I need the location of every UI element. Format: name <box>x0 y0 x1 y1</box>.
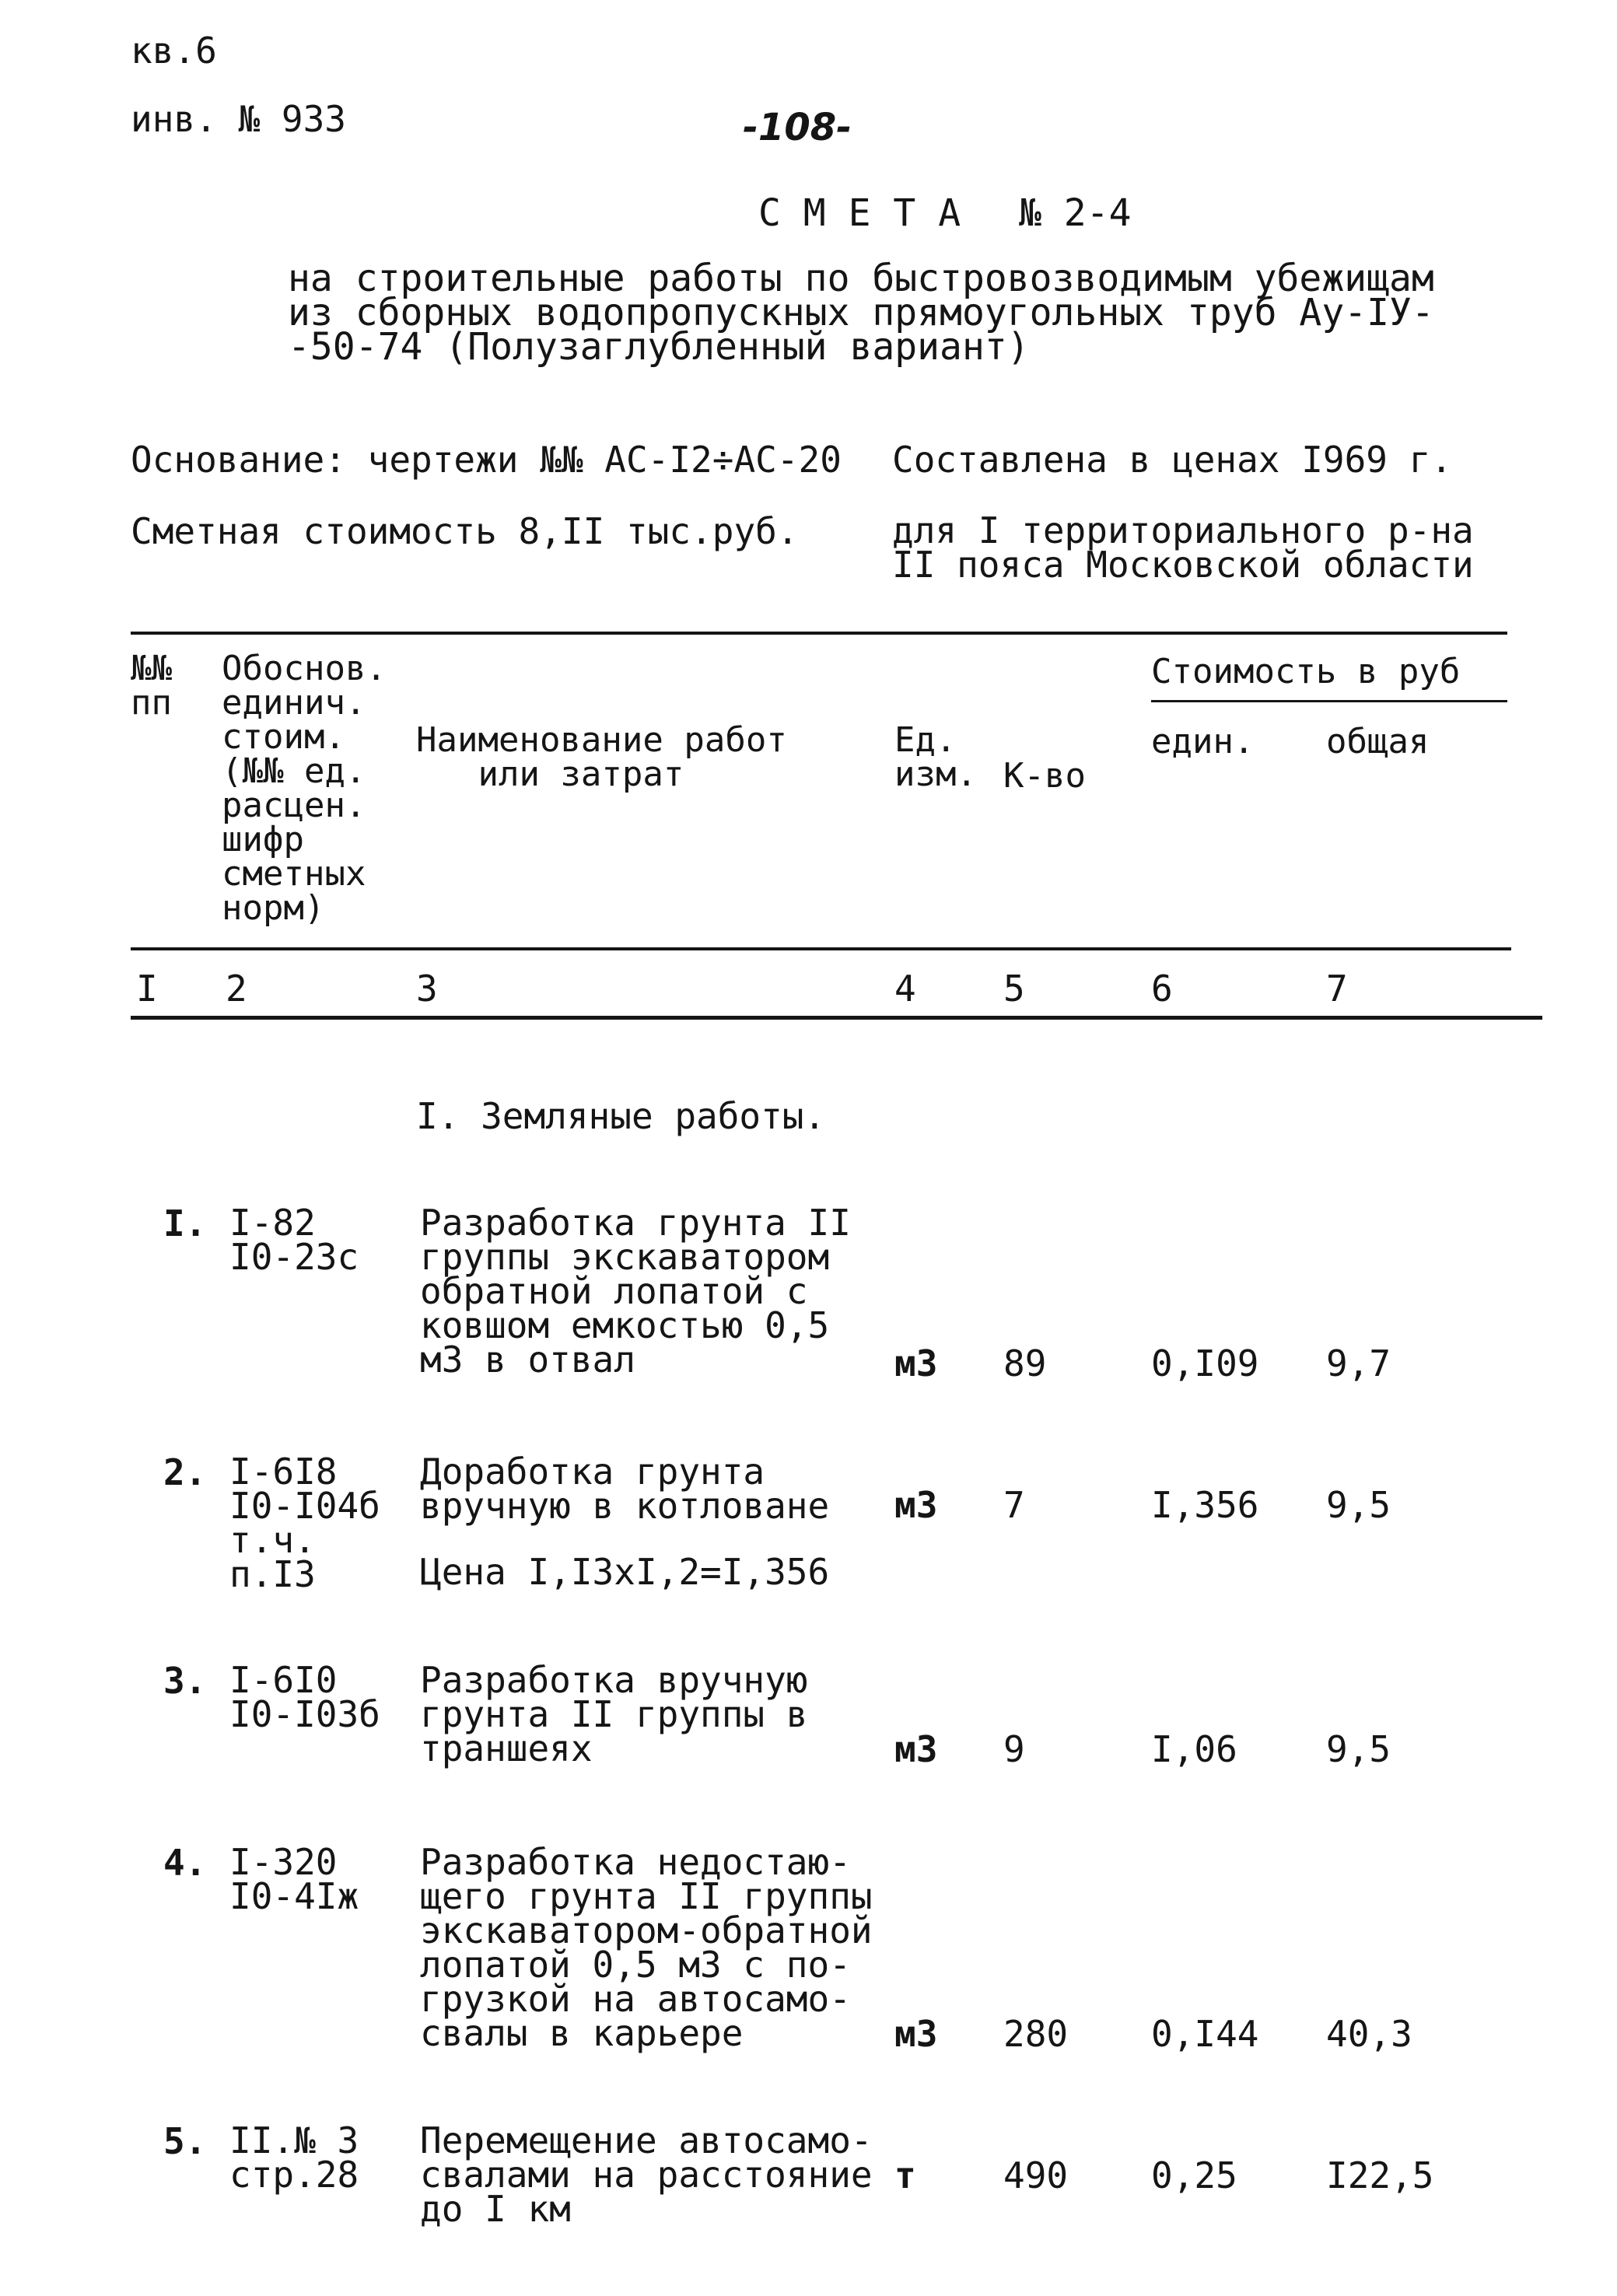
row-work-name: Перемещение автосамо- свалами на расстояние до I км <box>420 2119 873 2230</box>
estimated-cost-line: Сметная стоимость 8,II тыс.руб. <box>131 510 799 552</box>
section-title: I. Земляные работы. <box>416 1095 826 1137</box>
row-work-name: Доработка грунта вручную в котловане <box>420 1451 830 1527</box>
row-quantity: 89 <box>1003 1342 1047 1384</box>
header-total-cost: общая <box>1326 722 1430 761</box>
row-total: 9,7 <box>1326 1342 1391 1384</box>
header-basis: Обоснов. единич. стоим. (№№ ед. расцен. шифр сметных норм) <box>222 649 387 928</box>
row-unit: м3 <box>894 1342 938 1384</box>
row-number: 3. <box>163 1660 207 1702</box>
inventory-label <box>131 98 346 140</box>
row-total: 40,3 <box>1326 2013 1412 2055</box>
row-basis: I-320 I0-4Iж <box>229 1841 359 1917</box>
row-total: I22,5 <box>1326 2154 1434 2196</box>
inventory-number: 933 <box>281 98 346 140</box>
column-number: 6 <box>1151 968 1173 1010</box>
volume-label: кв.6 <box>131 30 217 72</box>
row-unit-cost: I,356 <box>1151 1484 1259 1526</box>
inventory-prefix: инв. № <box>131 98 261 140</box>
header-row-number: №№ пп <box>131 649 172 723</box>
column-number: 5 <box>1003 968 1025 1010</box>
column-number: 7 <box>1326 968 1348 1010</box>
estimate-number: № 2-4 <box>1019 191 1132 235</box>
row-basis: I-6I0 I0-I03б <box>229 1659 380 1735</box>
column-numbers-rule <box>131 1016 1542 1020</box>
column-number: 2 <box>226 968 247 1010</box>
column-number: 4 <box>894 968 916 1010</box>
region-line: для I территориального р-на II пояса Московской области <box>892 509 1474 586</box>
row-work-name: Разработка вручную грунта II группы в траншеях <box>420 1659 808 1769</box>
header-quantity: К-во <box>1003 756 1086 796</box>
row-number: 4. <box>163 1842 207 1884</box>
document-title: С М Е Т А <box>758 191 961 235</box>
row-number: 5. <box>163 2120 207 2162</box>
row-work-name: Разработка грунта II группы экскаватором обратной лопатой с ковшом емкостью 0,5 м3 в отвал <box>420 1202 851 1381</box>
cost-group-rule <box>1151 700 1507 702</box>
row-basis: I-6I8 I0-I04б т.ч. п.I3 <box>229 1451 380 1595</box>
row-unit: м3 <box>894 1484 938 1526</box>
row-unit: м3 <box>894 1728 938 1770</box>
row-quantity: 280 <box>1003 2013 1069 2055</box>
row-quantity: 7 <box>1003 1484 1025 1526</box>
document-subtitle: на строительные работы по быстровозводимым убежищам из сборных водопропускных прямоугольных труб Ау-IУ- -50-74 (Полузаглубленный вариант) <box>288 257 1434 369</box>
table-top-rule <box>131 632 1507 635</box>
row-unit-cost: 0,I44 <box>1151 2013 1259 2055</box>
header-bottom-rule <box>131 947 1511 950</box>
row-unit-cost: 0,I09 <box>1151 1342 1259 1384</box>
header-work-name: Наименование работ или затрат <box>416 720 787 794</box>
row-price-note: Цена I,I3хI,2=I,356 <box>420 1551 830 1593</box>
header-unit-cost: един. <box>1151 722 1255 761</box>
row-total: 9,5 <box>1326 1728 1391 1770</box>
row-quantity: 490 <box>1003 2154 1069 2196</box>
row-unit: т <box>894 2154 916 2196</box>
row-work-name: Разработка недостаю- щего грунта II группы экскаватором-обратной лопатой 0,5 м3 с по- грузкой на автосамо- свалы в карьере <box>420 1841 873 2054</box>
header-unit: Ед. изм. <box>894 720 977 794</box>
row-unit-cost: 0,25 <box>1151 2154 1237 2196</box>
header-cost-group: Стоимость в руб <box>1151 652 1461 691</box>
price-level-line: Составлена в ценах I969 г. <box>892 439 1453 481</box>
basis-line: Основание: чертежи №№ АС-I2÷АС-20 <box>131 439 842 481</box>
column-number: I <box>136 968 158 1010</box>
row-total: 9,5 <box>1326 1484 1391 1526</box>
row-basis: II.№ 3 стр.28 <box>229 2119 359 2196</box>
column-number: 3 <box>416 968 438 1010</box>
row-unit: м3 <box>894 2013 938 2055</box>
row-number: 2. <box>163 1451 207 1493</box>
row-quantity: 9 <box>1003 1728 1025 1770</box>
page-number: -108- <box>743 106 852 149</box>
row-unit-cost: I,06 <box>1151 1728 1237 1770</box>
row-number: I. <box>163 1202 207 1244</box>
row-basis: I-82 I0-23с <box>229 1202 359 1278</box>
